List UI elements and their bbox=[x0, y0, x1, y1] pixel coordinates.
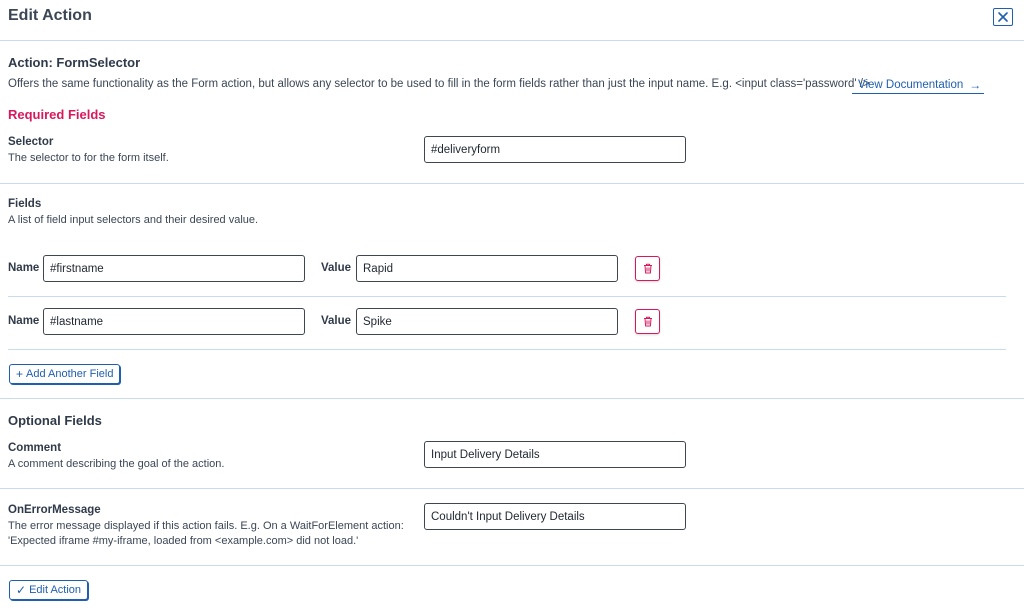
divider bbox=[0, 398, 1024, 399]
field-name-input[interactable] bbox=[43, 308, 305, 335]
plus-icon: + bbox=[16, 367, 24, 381]
on-error-message-label: OnErrorMessage bbox=[8, 504, 101, 516]
on-error-message-help-line2: 'Expected iframe #my-iframe, loaded from <example.com> did not load.' bbox=[8, 535, 359, 547]
required-fields-heading: Required Fields bbox=[8, 107, 106, 122]
field-name-input[interactable] bbox=[43, 255, 305, 282]
row-divider bbox=[8, 349, 1006, 350]
fields-label: Fields bbox=[8, 198, 42, 210]
arrow-right-icon: → bbox=[969, 78, 982, 92]
fields-help: A list of field input selectors and their desired value. bbox=[8, 214, 259, 226]
close-icon bbox=[997, 11, 1009, 23]
action-title: Action: FormSelector bbox=[8, 55, 141, 70]
selector-input[interactable] bbox=[424, 136, 686, 163]
action-description: Offers the same functionality as the Form action, but allows any selector to be used to fill in the form fields rather than just the input name. E.g. <input class='password' /> bbox=[8, 78, 870, 90]
selector-help: The selector to for the form itself. bbox=[8, 152, 169, 164]
comment-label: Comment bbox=[8, 442, 62, 454]
delete-field-button[interactable] bbox=[635, 256, 660, 281]
close-button[interactable] bbox=[993, 8, 1013, 26]
comment-input[interactable] bbox=[424, 441, 686, 468]
dialog-header bbox=[0, 0, 1024, 41]
divider bbox=[0, 183, 1024, 184]
row-divider bbox=[8, 296, 1006, 297]
optional-fields-heading: Optional Fields bbox=[8, 413, 102, 428]
field-name-label: Name bbox=[8, 315, 40, 327]
field-value-label: Value bbox=[321, 315, 352, 327]
edit-action-submit-label: Edit Action bbox=[29, 584, 82, 596]
add-another-field-button[interactable] bbox=[9, 364, 120, 384]
field-value-label: Value bbox=[321, 262, 352, 274]
view-documentation-link[interactable] bbox=[852, 77, 984, 94]
divider bbox=[0, 488, 1024, 489]
trash-icon bbox=[643, 316, 653, 327]
on-error-message-input[interactable] bbox=[424, 503, 686, 530]
field-value-input[interactable] bbox=[356, 308, 618, 335]
field-value-input[interactable] bbox=[356, 255, 618, 282]
comment-help: A comment describing the goal of the action. bbox=[8, 458, 225, 470]
delete-field-button[interactable] bbox=[635, 309, 660, 334]
add-another-field-label: Add Another Field bbox=[26, 368, 114, 380]
divider bbox=[0, 565, 1024, 566]
view-documentation-label: View Documentation bbox=[858, 79, 964, 91]
trash-icon bbox=[643, 263, 653, 274]
check-icon: ✓ bbox=[16, 583, 27, 597]
edit-action-submit-button[interactable] bbox=[9, 580, 88, 600]
field-name-label: Name bbox=[8, 262, 40, 274]
on-error-message-help-line1: The error message displayed if this action fails. E.g. On a WaitForElement action: bbox=[8, 520, 404, 532]
dialog-title: Edit Action bbox=[8, 7, 92, 24]
selector-label: Selector bbox=[8, 136, 54, 148]
